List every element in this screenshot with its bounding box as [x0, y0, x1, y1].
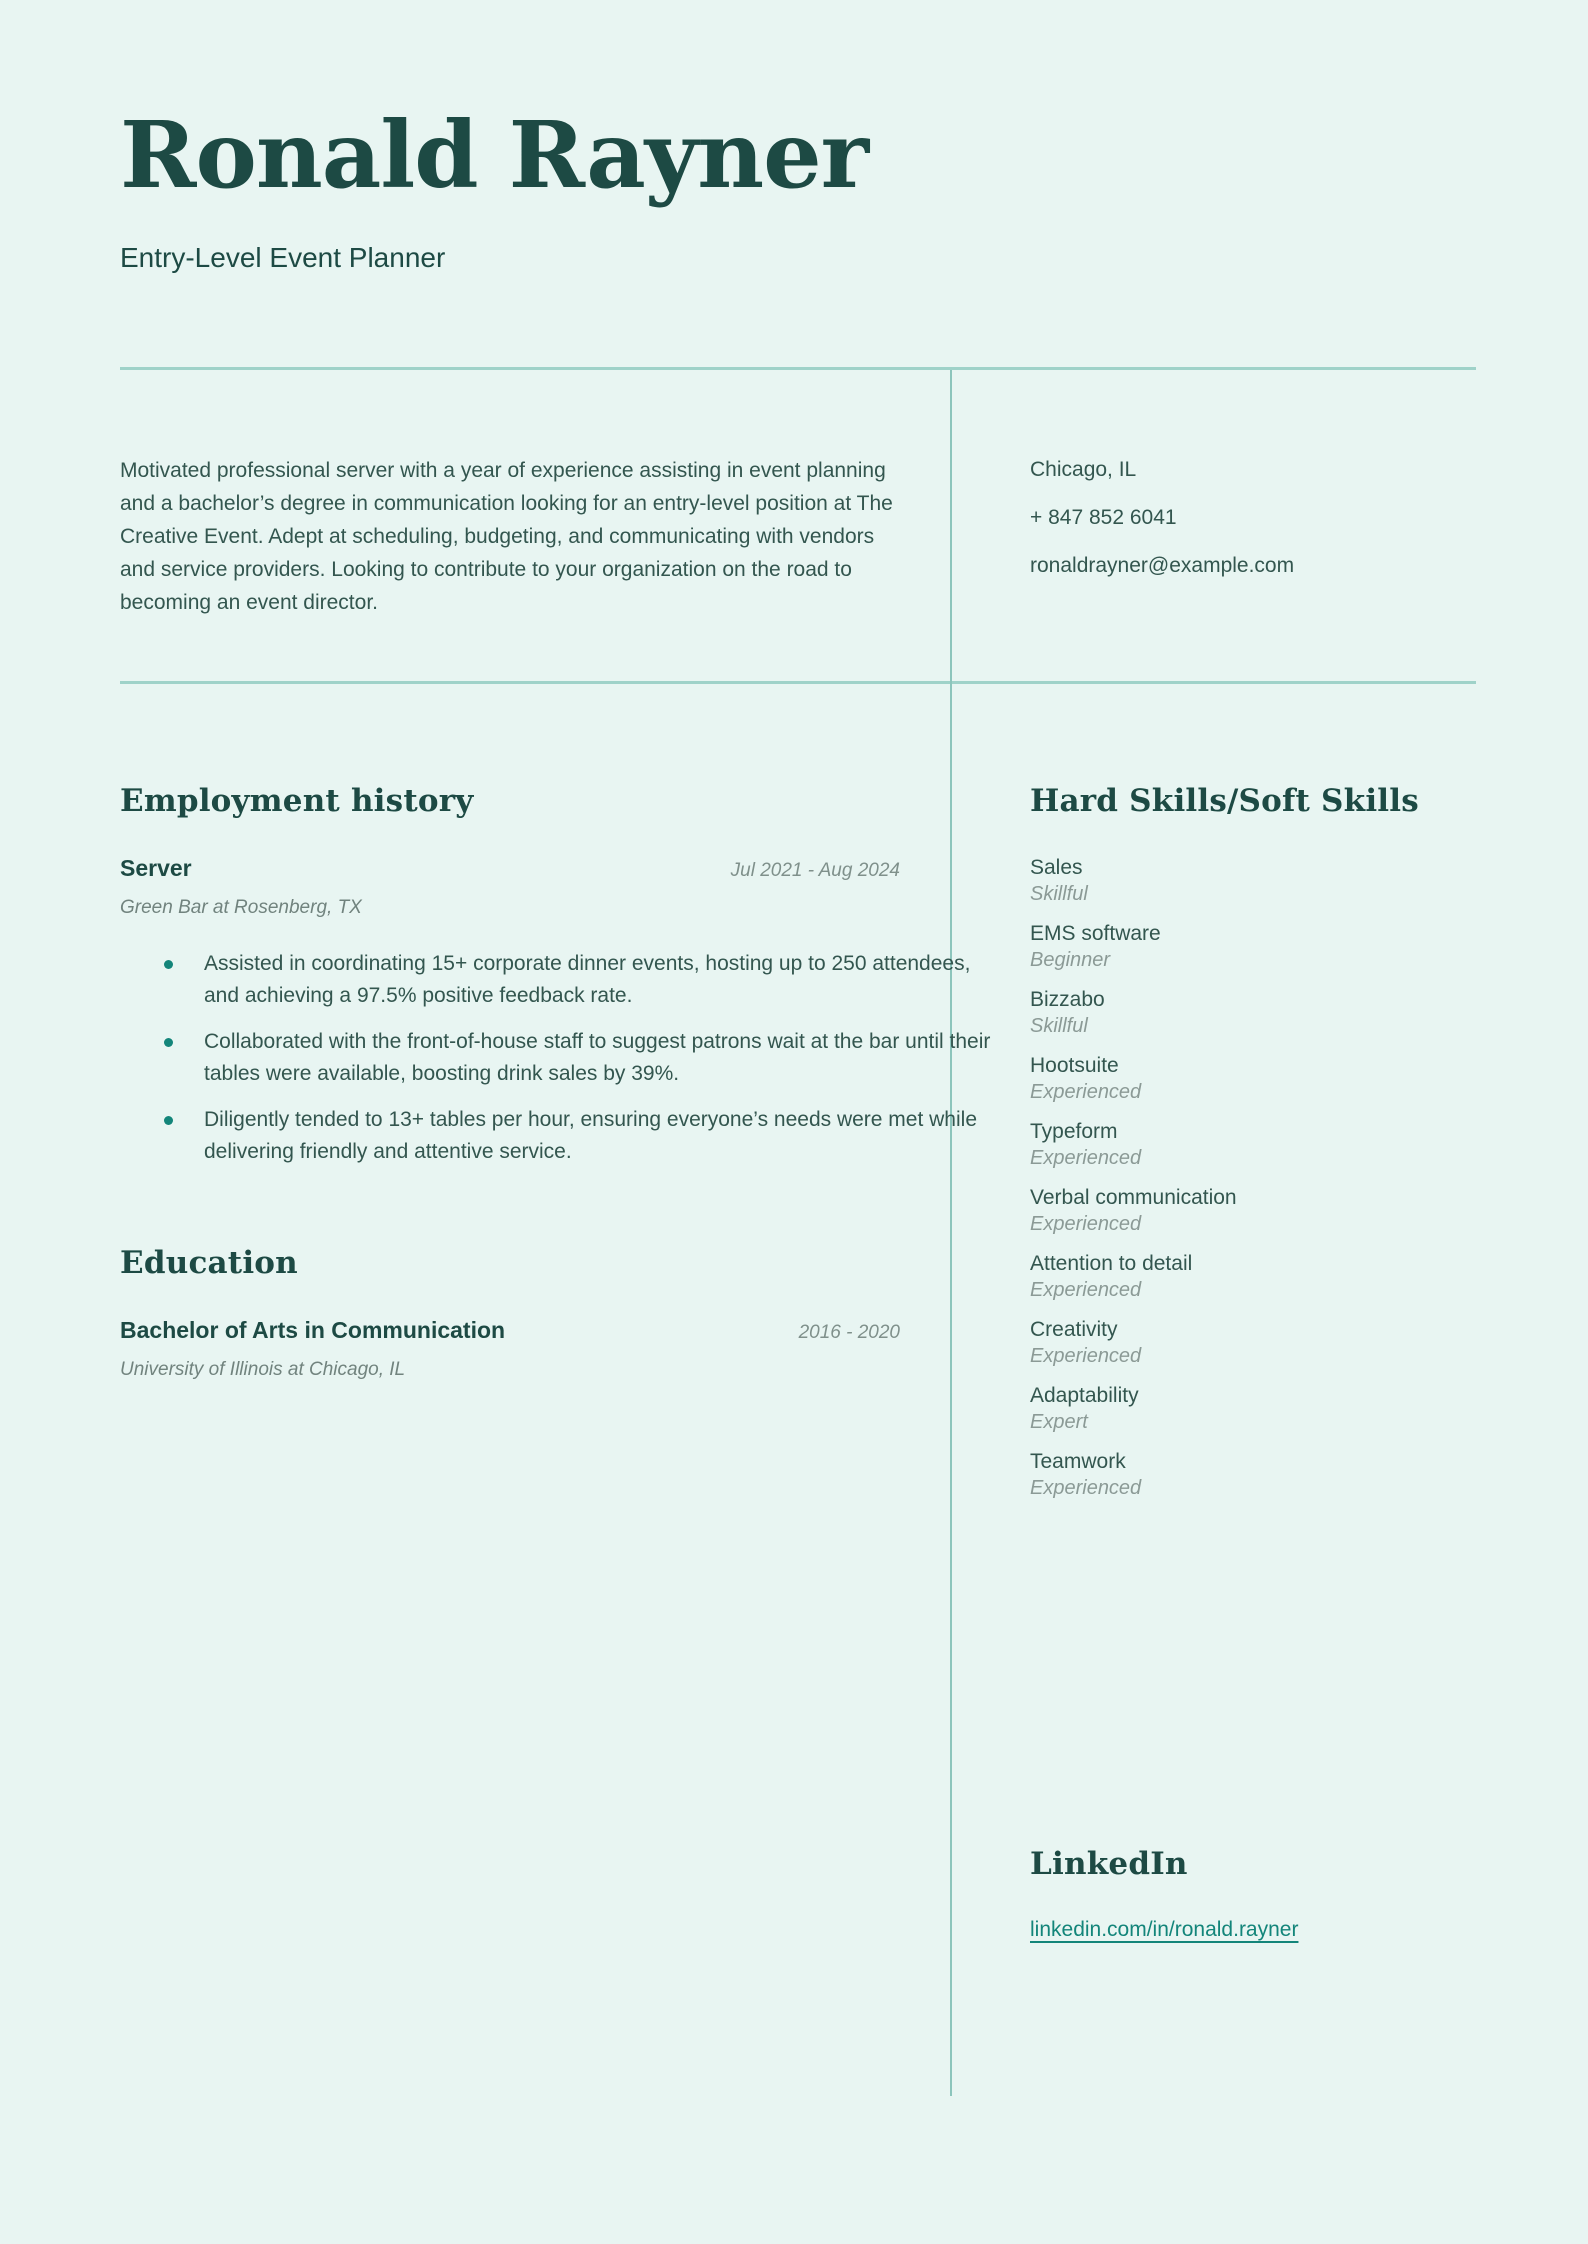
- column-divider: [950, 370, 952, 2096]
- skill-level: Experienced: [1030, 1146, 1142, 1169]
- skill-name: EMS software: [1030, 921, 1161, 945]
- skill-item: [1030, 986, 1476, 1040]
- skill-item: [1030, 1250, 1476, 1304]
- skill-name: Hootsuite: [1030, 1053, 1119, 1077]
- education-heading: Education: [120, 1244, 298, 1281]
- skill-name: Verbal communication: [1030, 1185, 1237, 1209]
- skill-item: [1030, 1316, 1476, 1370]
- degree-title: Bachelor of Arts in Communication: [120, 1316, 506, 1343]
- skill-name: Sales: [1030, 855, 1083, 879]
- linkedin-link[interactable]: linkedin.com/in/ronald.rayner: [1030, 1917, 1299, 1941]
- job-company: Green Bar at Rosenberg, TX: [120, 896, 362, 918]
- skill-item: [1030, 1052, 1476, 1106]
- job-bullet: Assisted in coordinating 15+ corporate dinner events, hosting up to 250 attendees, and achieving a 97.5% positive feedback rate.: [120, 948, 996, 1012]
- education-school: University of Illinois at Chicago, IL: [120, 1358, 406, 1380]
- resume-header: [120, 0, 1476, 275]
- main-column: [120, 684, 991, 1943]
- job-header: [120, 854, 900, 882]
- skill-level: Experienced: [1030, 1278, 1142, 1301]
- employment-heading: Employment history: [120, 782, 474, 819]
- job-dates: Jul 2021 - Aug 2024: [730, 859, 900, 881]
- skill-level: Experienced: [1030, 1344, 1142, 1367]
- skill-level: Experienced: [1030, 1080, 1142, 1103]
- main-row: [120, 684, 1476, 1943]
- summary-contact-row: [120, 370, 1476, 681]
- candidate-title: Entry-Level Event Planner: [120, 242, 446, 274]
- skills-heading: Hard Skills/Soft Skills: [1030, 782, 1419, 819]
- skills-list: [1030, 854, 1476, 1502]
- job-title: Server: [120, 854, 192, 881]
- skill-name: Typeform: [1030, 1119, 1118, 1143]
- skill-level: Beginner: [1030, 948, 1111, 971]
- contact-location: Chicago, IL: [1030, 457, 1137, 481]
- summary-section: [120, 370, 950, 681]
- sidebar-column: [950, 684, 1476, 1943]
- education-header: [120, 1316, 900, 1344]
- job-bullet: Diligently tended to 13+ tables per hour, ensuring everyone’s needs were met while delivering friendly and attentive service.: [120, 1104, 996, 1168]
- summary-text: Motivated professional server with a year of experience assisting in event planning and a bachelor’s degree in communication looking for an entry-level position at The Creative Event. Adept at scheduling, budgeting, and communicating with vendors and service providers. Looking to contribute to your organization on the road to becoming an event director.: [120, 458, 893, 614]
- skill-name: Creativity: [1030, 1317, 1118, 1341]
- skill-level: Expert: [1030, 1410, 1088, 1433]
- skill-level: Experienced: [1030, 1212, 1142, 1235]
- skill-item: [1030, 1448, 1476, 1502]
- skill-item: [1030, 1382, 1476, 1436]
- skill-name: Attention to detail: [1030, 1251, 1193, 1275]
- candidate-name: Ronald Rayner: [120, 101, 869, 209]
- skill-level: Skillful: [1030, 882, 1088, 905]
- linkedin-heading: LinkedIn: [1030, 1845, 1188, 1882]
- contact-section: [950, 370, 1476, 681]
- skill-name: Adaptability: [1030, 1383, 1139, 1407]
- job-bullet: Collaborated with the front-of-house staff to suggest patrons wait at the bar until their tables were available, boosting drink sales by 39%.: [120, 1026, 996, 1090]
- linkedin-link-wrap: [1030, 1917, 1476, 1943]
- skill-item: [1030, 1118, 1476, 1172]
- skill-name: Bizzabo: [1030, 987, 1105, 1011]
- contact-phone: + 847 852 6041: [1030, 505, 1177, 529]
- job-entry: [120, 854, 991, 1168]
- skill-item: [1030, 920, 1476, 974]
- resume-body: [120, 370, 1476, 1943]
- job-bullet-list: [120, 948, 991, 1168]
- skill-level: Experienced: [1030, 1476, 1142, 1499]
- skill-name: Teamwork: [1030, 1449, 1126, 1473]
- skill-level: Skillful: [1030, 1014, 1088, 1037]
- education-entry: [120, 1316, 900, 1382]
- skill-item: [1030, 854, 1476, 908]
- education-dates: 2016 - 2020: [798, 1321, 900, 1343]
- skill-item: [1030, 1184, 1476, 1238]
- contact-email: ronaldrayner@example.com: [1030, 553, 1295, 577]
